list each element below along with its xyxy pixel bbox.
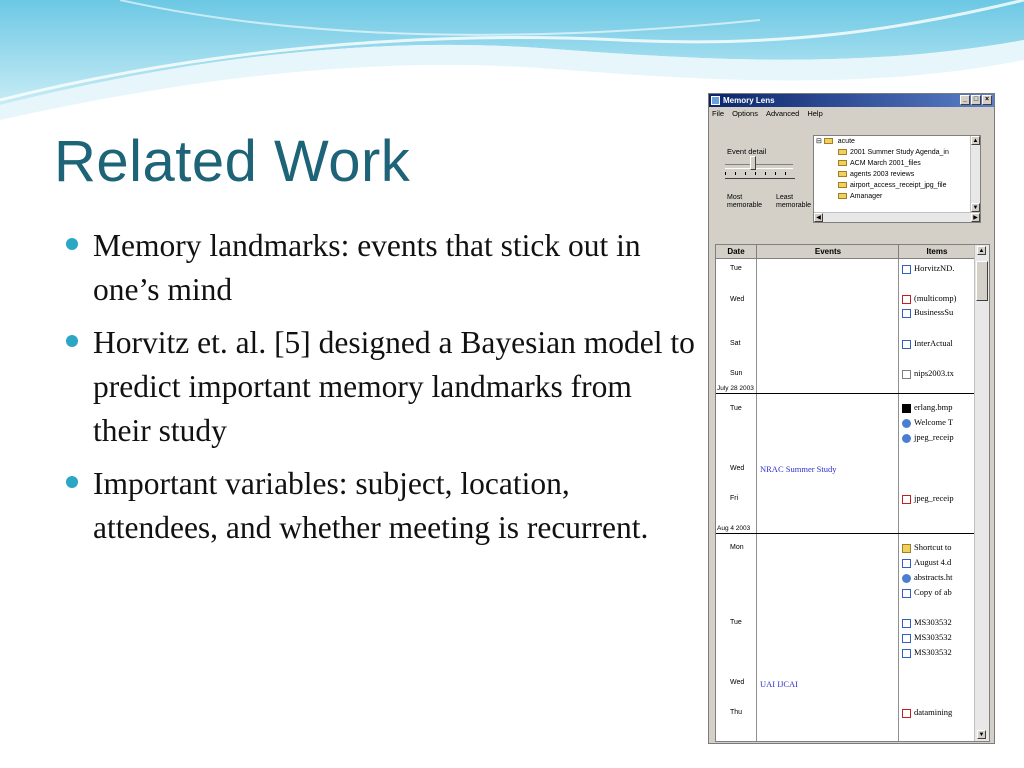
column-divider [898, 259, 899, 741]
menu-bar [709, 107, 994, 121]
item-entry[interactable] [902, 402, 974, 413]
window-titlebar [709, 94, 994, 107]
scroll-down-icon[interactable]: ▼ [972, 205, 979, 211]
item-entry[interactable] [902, 432, 974, 443]
event-link[interactable]: NRAC Summer Study [760, 464, 837, 474]
item-label: (multicomp) [914, 293, 957, 303]
item-entry[interactable] [902, 617, 974, 628]
item-entry[interactable] [902, 632, 974, 643]
tree-horizontal-scrollbar[interactable] [814, 212, 980, 222]
item-label: HorvitzND. [914, 263, 955, 273]
slider-ticks [725, 172, 795, 175]
scroll-left-icon[interactable]: ◀ [814, 213, 823, 222]
tree-item[interactable] [814, 169, 980, 180]
shortcut-folder-icon [902, 544, 911, 553]
item-entry[interactable] [902, 707, 974, 718]
day-label: Tue [730, 405, 742, 412]
tree-item-label: 2001 Summer Study Agenda_in [850, 149, 949, 156]
window-buttons [960, 95, 992, 105]
item-entry[interactable] [902, 263, 974, 274]
day-label: Tue [730, 265, 742, 272]
tree-root[interactable] [814, 136, 980, 147]
item-entry[interactable] [902, 368, 974, 379]
memory-lens-screenshot [708, 93, 995, 744]
item-entry[interactable] [902, 417, 974, 428]
item-label: August 4.d [914, 557, 952, 567]
item-label: datamining [914, 707, 953, 717]
item-entry[interactable] [902, 307, 974, 318]
pdf-icon [902, 295, 911, 304]
event-link[interactable]: UAI IJCAI [760, 679, 799, 689]
close-icon[interactable]: × [982, 95, 992, 105]
tree-root-label: acute [837, 138, 855, 145]
tree-item-label: ACM March 2001_files [850, 160, 921, 167]
day-label: Thu [730, 709, 743, 716]
item-entry[interactable] [902, 557, 974, 568]
minimize-icon[interactable]: _ [960, 95, 970, 105]
image-icon [902, 404, 911, 413]
grid-header [716, 245, 989, 259]
folder-icon [838, 171, 847, 177]
document-icon [902, 265, 911, 274]
week-divider [716, 533, 974, 534]
document-icon [902, 309, 911, 318]
tree-item[interactable] [814, 191, 980, 202]
text-file-icon [902, 370, 911, 379]
item-entry[interactable] [902, 587, 974, 598]
event-detail-label: Event detail [727, 147, 767, 156]
item-entry[interactable] [902, 493, 974, 504]
folder-tree[interactable] [813, 135, 981, 223]
item-entry[interactable] [902, 338, 974, 349]
item-label: BusinessSu [914, 307, 954, 317]
bullet-dot-icon [66, 238, 78, 250]
maximize-icon[interactable]: □ [971, 95, 981, 105]
bullet-item [66, 462, 696, 550]
tree-item[interactable] [814, 147, 980, 158]
scroll-down-icon[interactable]: ▼ [978, 732, 985, 738]
tree-item-label: airport_access_receipt_jpg_file [850, 182, 947, 189]
week-date-label: Aug 4 2003 [717, 525, 751, 532]
pdf-icon [902, 709, 911, 718]
web-page-icon [902, 574, 911, 583]
item-entry[interactable] [902, 542, 974, 553]
menu-file[interactable]: File [712, 109, 725, 118]
menu-options[interactable]: Options [732, 109, 758, 118]
column-date[interactable]: Date [727, 247, 745, 256]
column-divider [756, 259, 757, 741]
folder-icon [838, 182, 847, 188]
folder-icon [838, 149, 847, 155]
tree-item[interactable] [814, 158, 980, 169]
bullet-text: Important variables: subject, location, attendees, and whether meeting is recurrent. [93, 466, 649, 545]
app-icon [711, 96, 720, 105]
day-label: Tue [730, 619, 742, 626]
menu-help[interactable]: Help [807, 109, 823, 118]
item-label: Shortcut to [914, 542, 952, 552]
tree-vertical-scrollbar[interactable] [970, 136, 980, 212]
item-label: InterActual [914, 338, 953, 348]
controls-panel [709, 122, 994, 228]
day-label: Fri [730, 495, 739, 502]
timeline-grid [715, 244, 990, 742]
item-label: abstracts.ht [914, 572, 953, 582]
document-icon [902, 559, 911, 568]
tree-item-label: agents 2003 reviews [850, 171, 915, 178]
item-entry[interactable] [902, 647, 974, 658]
day-label: Sat [730, 340, 741, 347]
slider-scale-line [725, 178, 795, 179]
folder-icon [838, 160, 847, 166]
web-page-icon [902, 419, 911, 428]
email-icon [902, 634, 911, 643]
item-label: MS303532 [914, 647, 952, 657]
web-page-icon [902, 434, 911, 443]
day-label: Wed [730, 296, 745, 303]
scroll-up-icon[interactable]: ▲ [978, 248, 985, 254]
tree-item[interactable] [814, 180, 980, 191]
event-detail-slider-track[interactable] [725, 164, 793, 169]
item-label: MS303532 [914, 617, 952, 627]
item-entry[interactable] [902, 572, 974, 583]
most-memorable-label: Most memorable [727, 194, 763, 209]
event-detail-slider-thumb[interactable] [750, 156, 756, 170]
folder-icon [824, 138, 833, 144]
slide-title: Related Work [54, 129, 411, 194]
item-label: nips2003.tx [914, 368, 954, 378]
bullet-dot-icon [66, 476, 78, 488]
email-icon [902, 619, 911, 628]
bullet-dot-icon [66, 335, 78, 347]
bullet-list [66, 224, 696, 559]
bullet-text: Memory landmarks: events that stick out in one’s mind [93, 228, 641, 307]
column-events[interactable]: Events [756, 245, 899, 259]
day-label: Mon [730, 544, 744, 551]
grid-vertical-scrollbar[interactable] [974, 245, 989, 741]
item-label: erlang.bmp [914, 402, 953, 412]
folder-icon [838, 193, 847, 199]
item-entry[interactable] [902, 293, 974, 304]
image-file-icon [902, 495, 911, 504]
email-icon [902, 649, 911, 658]
scroll-up-icon[interactable]: ▲ [972, 138, 979, 144]
least-memorable-label: Least memorable [776, 194, 812, 209]
window-title: Memory Lens [723, 96, 775, 105]
column-items[interactable]: Items [898, 245, 975, 259]
item-label: Welcome T [914, 417, 954, 427]
item-label: jpeg_receip [914, 432, 954, 442]
tree-expand-icon[interactable]: ⊟ [816, 138, 822, 145]
item-label: jpeg_receip [914, 493, 954, 503]
day-label: Wed [730, 679, 745, 686]
item-label: MS303532 [914, 632, 952, 642]
week-date-label: July 28 2003 [717, 385, 754, 392]
scroll-right-icon[interactable]: ▶ [971, 213, 980, 222]
week-divider [716, 393, 974, 394]
bullet-item [66, 224, 696, 312]
bullet-text: Horvitz et. al. [5] designed a Bayesian model to predict important memory landmarks from their study [93, 325, 695, 448]
bullet-item [66, 321, 696, 453]
tree-item-label: Amanager [850, 193, 883, 200]
item-label: Copy of ab [914, 587, 952, 597]
day-label: Wed [730, 465, 745, 472]
scroll-thumb[interactable] [976, 261, 988, 301]
shortcut-icon [902, 340, 911, 349]
day-label: Sun [730, 370, 743, 377]
document-icon [902, 589, 911, 598]
menu-advanced[interactable]: Advanced [765, 109, 800, 118]
